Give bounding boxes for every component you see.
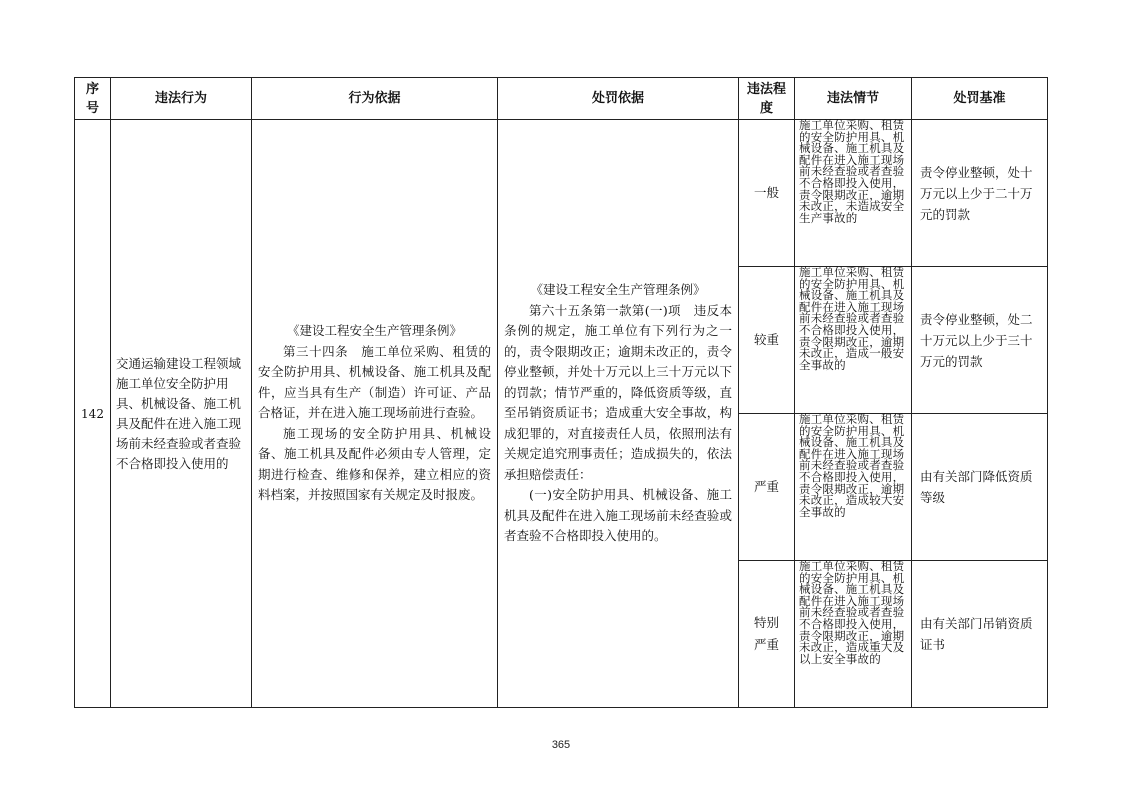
standard-cell: 责令停业整顿，处十万元以上少于二十万元的罚款 bbox=[912, 120, 1048, 267]
header-no: 序号 bbox=[75, 78, 111, 120]
circumstance-cell: 施工单位采购、租赁的安全防护用具、机械设备、施工机具及配件在进入施工现场前未经查验或者查验不合格即投入使用，责令限期改正，逾期未改正，未造成安全生产事故的 bbox=[795, 120, 912, 267]
header-act: 违法行为 bbox=[111, 78, 252, 120]
circumstance-cell: 施工单位采购、租赁的安全防护用具、机械设备、施工机具及配件在进入施工现场前未经查验或者查验不合格即投入使用，责令限期改正，逾期未改正，造成一般安全事故的 bbox=[795, 267, 912, 414]
header-standard: 处罚基准 bbox=[912, 78, 1048, 120]
level-cell bbox=[739, 561, 795, 708]
standard-cell: 责令停业整顿，处二十万元以上少于三十万元的罚款 bbox=[912, 267, 1048, 414]
header-penalty-basis: 处罚依据 bbox=[498, 78, 739, 120]
header-circumstance: 违法情节 bbox=[795, 78, 912, 120]
header-level: 违法程度 bbox=[739, 78, 795, 120]
basis-title: 《建设工程安全生产管理条例》 bbox=[286, 323, 462, 339]
level-label: 严重 bbox=[753, 479, 779, 494]
level-cell bbox=[739, 120, 795, 267]
penalty-title: 《建设工程安全生产管理条例》 bbox=[530, 282, 706, 298]
level-cell bbox=[739, 414, 795, 561]
basis-paragraph: 第三十四条 施工单位采购、租赁的安全防护用具、机械设备、施工机具及配件，应当具有生产（制造）许可证、产品合格证，并在进入施工现场前进行查验。 bbox=[258, 343, 491, 421]
standard-cell: 由有关部门吊销资质证书 bbox=[912, 561, 1048, 708]
penalty-paragraph: 第六十五条第一款第(一)项 违反本条例的规定，施工单位有下列行为之一的，责令限期改正；逾期未改正的，责令停业整顿，并处十万元以上三十万元以下的罚款；情节严重的，降低资质等级，直至吊销资质证书；造成重大安全事故，构成犯罪的，对直接责任人员，依照刑法有关规定追究刑事责任；造成损失的，依法承担赔偿责任： bbox=[504, 302, 732, 482]
behavior-basis bbox=[252, 120, 498, 708]
penalty-standard-table bbox=[74, 77, 1048, 708]
table-row bbox=[75, 120, 1048, 267]
header-row bbox=[75, 78, 1048, 120]
circumstance-cell: 施工单位采购、租赁的安全防护用具、机械设备、施工机具及配件在进入施工现场前未经查验或者查验不合格即投入使用，责令限期改正，逾期未改正，造成重大及以上安全事故的 bbox=[795, 561, 912, 708]
penalty-basis bbox=[498, 120, 739, 708]
circumstance-cell: 施工单位采购、租赁的安全防护用具、机械设备、施工机具及配件在进入施工现场前未经查验或者查验不合格即投入使用，责令限期改正，逾期未改正，造成较大安全事故的 bbox=[795, 414, 912, 561]
page-number: 365 bbox=[551, 739, 571, 751]
violation-act: 交通运输建设工程领域施工单位安全防护用具、机械设备、施工机具及配件在进入施工现场前未经查验或者查验不合格即投入使用的 bbox=[111, 120, 252, 708]
level-label: 特别严重 bbox=[753, 615, 779, 652]
level-cell bbox=[739, 267, 795, 414]
level-label: 较重 bbox=[753, 332, 779, 347]
level-label: 一般 bbox=[753, 185, 779, 200]
row-number: 142 bbox=[75, 120, 111, 708]
header-basis: 行为依据 bbox=[252, 78, 498, 120]
basis-paragraph: 施工现场的安全防护用具、机械设备、施工机具及配件必须由专人管理，定期进行检查、维修和保养，建立相应的资料档案，并按照国家有关规定及时报废。 bbox=[258, 425, 491, 503]
penalty-paragraph: (一)安全防护用具、机械设备、施工机具及配件在进入施工现场前未经查验或者查验不合格即投入使用的。 bbox=[504, 487, 732, 544]
standard-cell: 由有关部门降低资质等级 bbox=[912, 414, 1048, 561]
